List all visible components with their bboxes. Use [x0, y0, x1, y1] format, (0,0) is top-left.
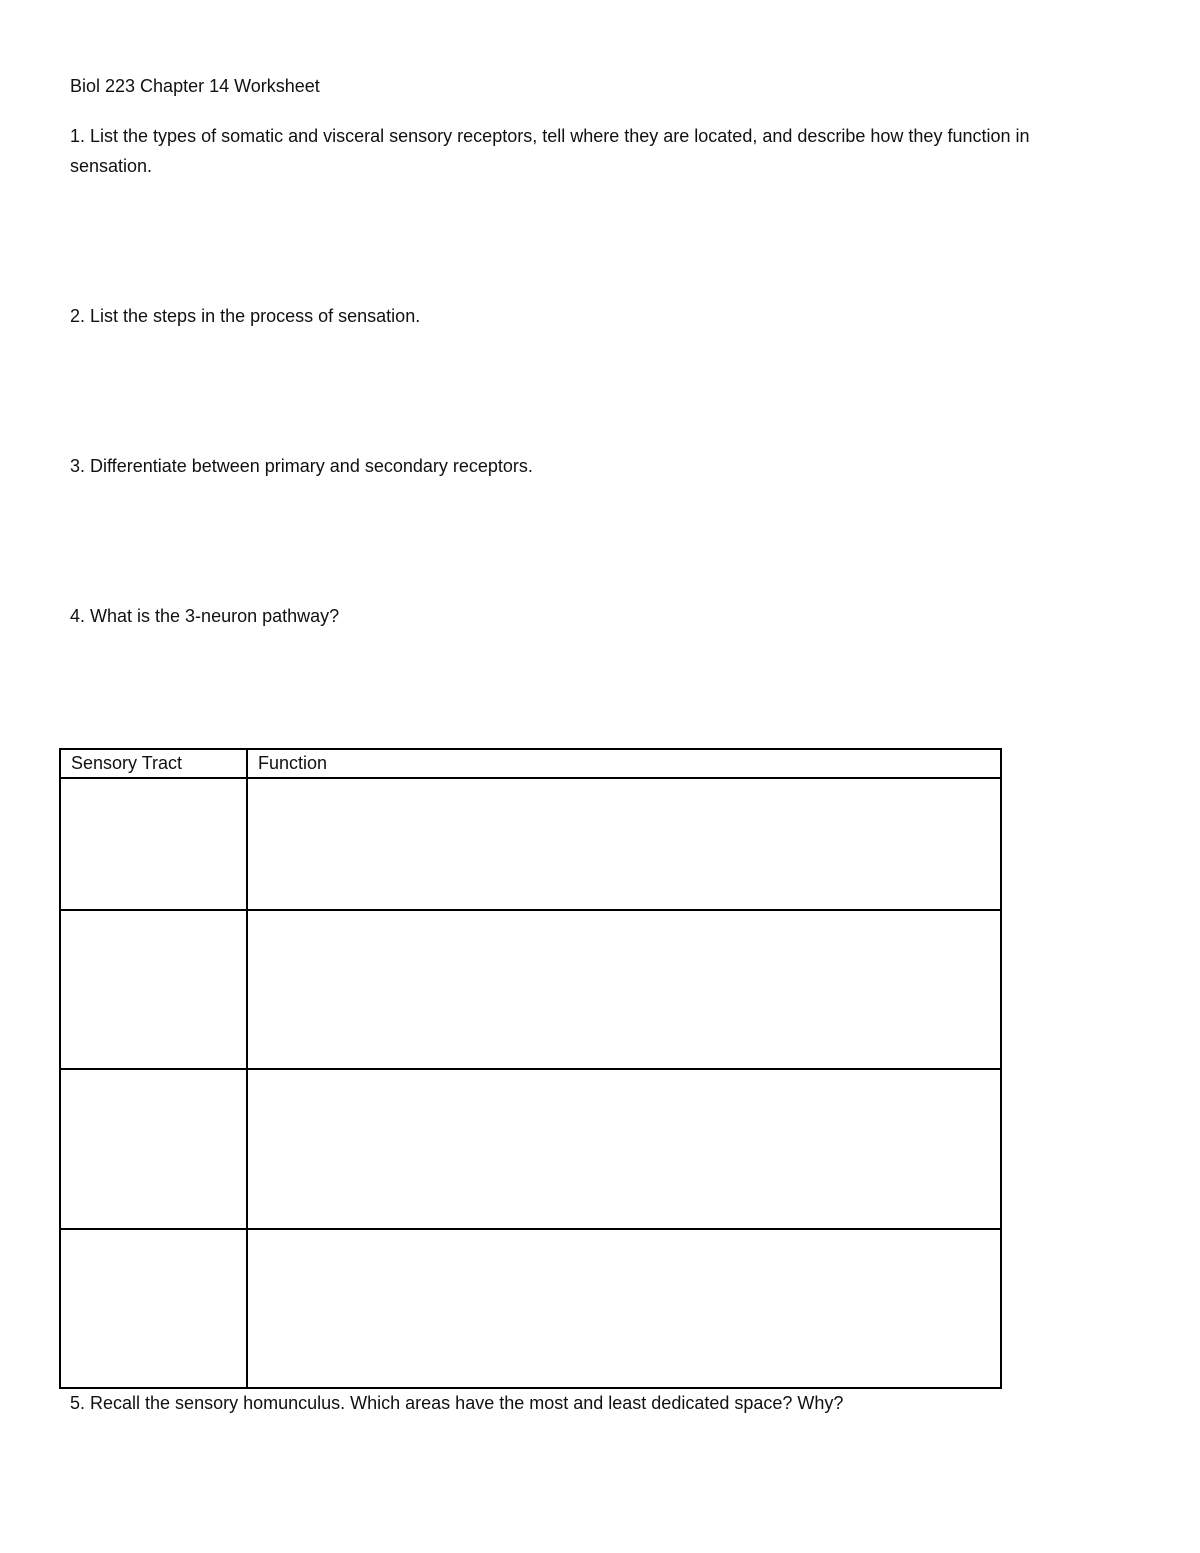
- sensory-tract-cell[interactable]: [60, 778, 247, 910]
- worksheet-title: Biol 223 Chapter 14 Worksheet: [70, 76, 320, 96]
- question-4: 4. What is the 3-neuron pathway?: [70, 606, 340, 626]
- header-sensory-tract: Sensory Tract: [60, 749, 247, 778]
- question-1-line-1: 1. List the types of somatic and visceral sensory receptors, tell where they are located, and describe how they function in: [70, 126, 1030, 146]
- table-header-row: [60, 749, 1001, 778]
- sensory-tract-cell[interactable]: [60, 910, 247, 1069]
- question-5: 5. Recall the sensory homunculus. Which areas have the most and least dedicated space? Why?: [70, 1393, 844, 1413]
- function-cell[interactable]: [247, 1229, 1001, 1388]
- question-2: 2. List the steps in the process of sensation.: [70, 306, 421, 326]
- header-function: Function: [247, 749, 1001, 778]
- table-row: [60, 1069, 1001, 1228]
- sensory-tract-cell[interactable]: [60, 1229, 247, 1388]
- function-cell[interactable]: [247, 910, 1001, 1069]
- sensory-tract-table: [59, 748, 1002, 1389]
- function-cell[interactable]: [247, 778, 1001, 910]
- function-cell[interactable]: [247, 1069, 1001, 1228]
- table-row: [60, 910, 1001, 1069]
- table-row: [60, 1229, 1001, 1388]
- table-row: [60, 778, 1001, 910]
- sensory-tract-cell[interactable]: [60, 1069, 247, 1228]
- question-1-line-2: sensation.: [70, 156, 153, 176]
- question-3: 3. Differentiate between primary and secondary receptors.: [70, 456, 533, 476]
